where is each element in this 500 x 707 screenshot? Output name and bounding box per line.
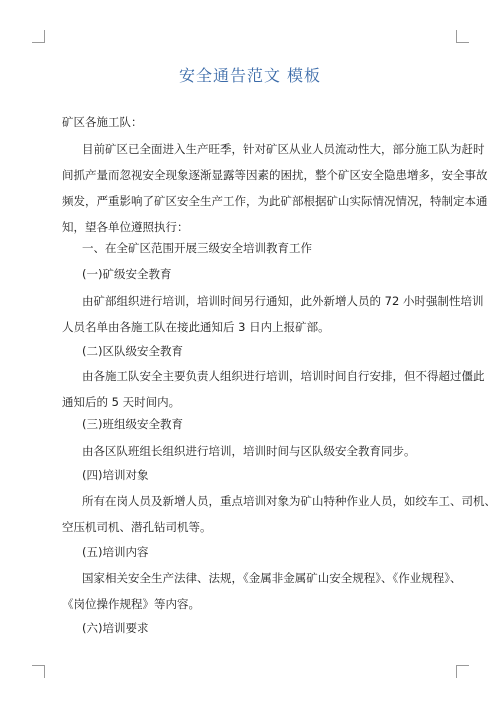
section-heading: 一、在全矿区范围开展三级安全培训教育工作: [82, 241, 312, 255]
subsection-heading: (一)矿级安全教育: [82, 267, 172, 281]
document-title: 安全通告范文 模板: [178, 66, 322, 85]
subsection-heading: (五)培训内容: [82, 545, 149, 559]
paragraph-line: 所有在岗人员及新增人员，重点培训对象为矿山特种作业人员，如绞车工、司机、: [82, 494, 496, 508]
intro-line: 频发，严重影响了矿区安全生产工作，为此矿部根据矿山实际情况情况，特制定本通: [62, 194, 488, 208]
paragraph-line: 由矿部组织进行培训，培训时间另行通知，此外新增人员的 72 小时强制性培训: [82, 294, 484, 308]
intro-line: 知，望各单位遵照执行：: [62, 220, 189, 234]
paragraph-line: 《岗位操作规程》等内容。: [62, 597, 200, 611]
page-corner-mark: [456, 30, 469, 43]
page-corner-mark: [32, 665, 45, 678]
paragraph-line: 通知后的 5 天时间内。: [62, 395, 181, 409]
subsection-heading: (四)培训对象: [82, 468, 149, 482]
subsection-heading: (二)区队级安全教育: [82, 344, 183, 358]
page-corner-mark: [32, 30, 45, 43]
paragraph-line: 空压机司机、潜孔钻司机等。: [62, 520, 212, 534]
paragraph-line: 由各施工队安全主要负责人组织进行培训，培训时间自行安排，但不得超过僵此: [82, 369, 485, 383]
intro-line: 间抓产量而忽视安全现象逐渐显露等因素的困扰，整个矿区安全隐患增多，安全事故: [62, 168, 488, 182]
subsection-heading: (三)班组级安全教育: [82, 417, 183, 431]
greeting: 矿区各施工队：: [62, 115, 143, 129]
intro-line: 目前矿区已全面进入生产旺季，针对矿区从业人员流动性大，部分施工队为赶时: [82, 142, 485, 156]
paragraph-line: 人员名单由各施工队在接此通知后 3 日内上报矿部。: [62, 320, 330, 334]
paragraph-line: 国家相关安全生产法律、法规，《金属非金属矿山安全规程》、《作业规程》、: [82, 571, 462, 585]
paragraph-line: 由各区队班组长组织进行培训，培训时间与区队级安全教育同步。: [82, 444, 416, 458]
subsection-heading: (六)培训要求: [82, 621, 149, 635]
page-corner-mark: [456, 665, 469, 678]
